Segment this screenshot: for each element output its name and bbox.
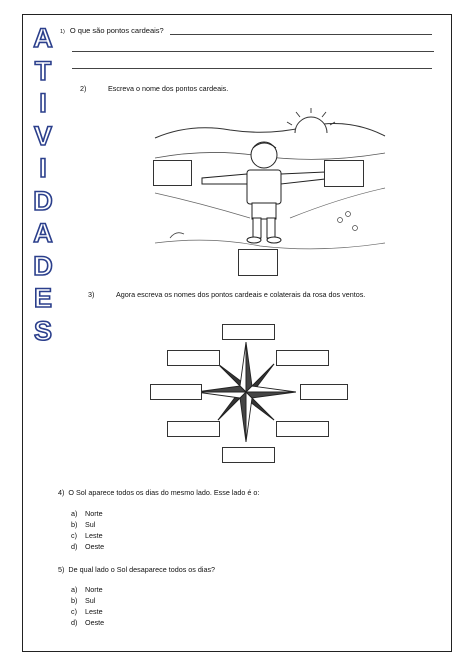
option-text: Leste: [85, 531, 103, 540]
option-item[interactable]: [71, 520, 95, 529]
option-letter: a): [71, 509, 78, 518]
answer-line[interactable]: [170, 34, 432, 35]
answer-box-southeast[interactable]: [276, 421, 329, 437]
side-title-letter: T: [34, 55, 52, 86]
answer-box-south[interactable]: [238, 249, 278, 276]
question-number: 3): [88, 290, 95, 299]
side-title-letter: S: [33, 315, 52, 346]
answer-box-east[interactable]: [300, 384, 348, 400]
option-text: Sul: [85, 596, 96, 605]
question-4: [58, 488, 259, 497]
question-text: O que são pontos cardeais?: [69, 26, 164, 35]
question-text: O Sol aparece todos os dias do mesmo lado. Esse lado é o:: [68, 488, 260, 497]
option-letter: d): [71, 542, 78, 551]
option-letter: a): [71, 585, 78, 594]
option-item[interactable]: [71, 542, 104, 551]
answer-box-north[interactable]: [222, 324, 275, 340]
side-title-letter: A: [33, 23, 53, 53]
side-title-letter: V: [33, 120, 52, 151]
option-item[interactable]: [71, 509, 103, 518]
side-title-letter: D: [33, 185, 53, 216]
option-letter: c): [71, 531, 77, 540]
option-text: Oeste: [85, 542, 105, 551]
question-1: [60, 26, 164, 35]
question-text: De qual lado o Sol desaparece todos os dias?: [68, 565, 216, 574]
side-title-letter: A: [33, 218, 53, 248]
answer-box-northwest[interactable]: [167, 350, 220, 366]
question-number: 1): [60, 29, 65, 35]
question-number: 4): [58, 488, 65, 497]
option-item[interactable]: [71, 531, 103, 540]
boy-figure: [202, 142, 325, 243]
option-item[interactable]: [71, 585, 103, 594]
option-text: Leste: [85, 607, 103, 616]
question-number: 2): [80, 84, 87, 93]
question-3: [88, 290, 365, 299]
option-letter: b): [71, 520, 78, 529]
option-text: Oeste: [85, 618, 105, 627]
answer-box-south[interactable]: [222, 447, 275, 463]
question-5: [58, 565, 215, 574]
side-title-letter: I: [39, 88, 47, 118]
answer-line[interactable]: [72, 68, 432, 69]
question-text: Escreva o nome dos pontos cardeais.: [108, 84, 229, 93]
side-title-letter: D: [33, 250, 53, 281]
option-text: Sul: [85, 520, 96, 529]
option-letter: b): [71, 596, 78, 605]
side-title: [28, 22, 58, 347]
side-title-letter: E: [33, 283, 52, 313]
option-item[interactable]: [71, 607, 103, 616]
option-letter: d): [71, 618, 78, 627]
question-number: 5): [58, 565, 65, 574]
option-item[interactable]: [71, 618, 104, 627]
question-2: [80, 84, 228, 93]
answer-box-west[interactable]: [153, 160, 192, 186]
answer-box-northeast[interactable]: [276, 350, 329, 366]
answer-line[interactable]: [72, 51, 434, 52]
option-text: Norte: [85, 585, 103, 594]
question-text: Agora escreva os nomes dos pontos cardeais e colaterais da rosa dos ventos.: [116, 290, 366, 299]
answer-box-west[interactable]: [150, 384, 202, 400]
option-text: Norte: [85, 509, 103, 518]
answer-box-east[interactable]: [324, 160, 364, 187]
side-title-letter: I: [39, 153, 47, 183]
answer-box-southwest[interactable]: [167, 421, 220, 437]
option-letter: c): [71, 607, 77, 616]
option-item[interactable]: [71, 596, 95, 605]
